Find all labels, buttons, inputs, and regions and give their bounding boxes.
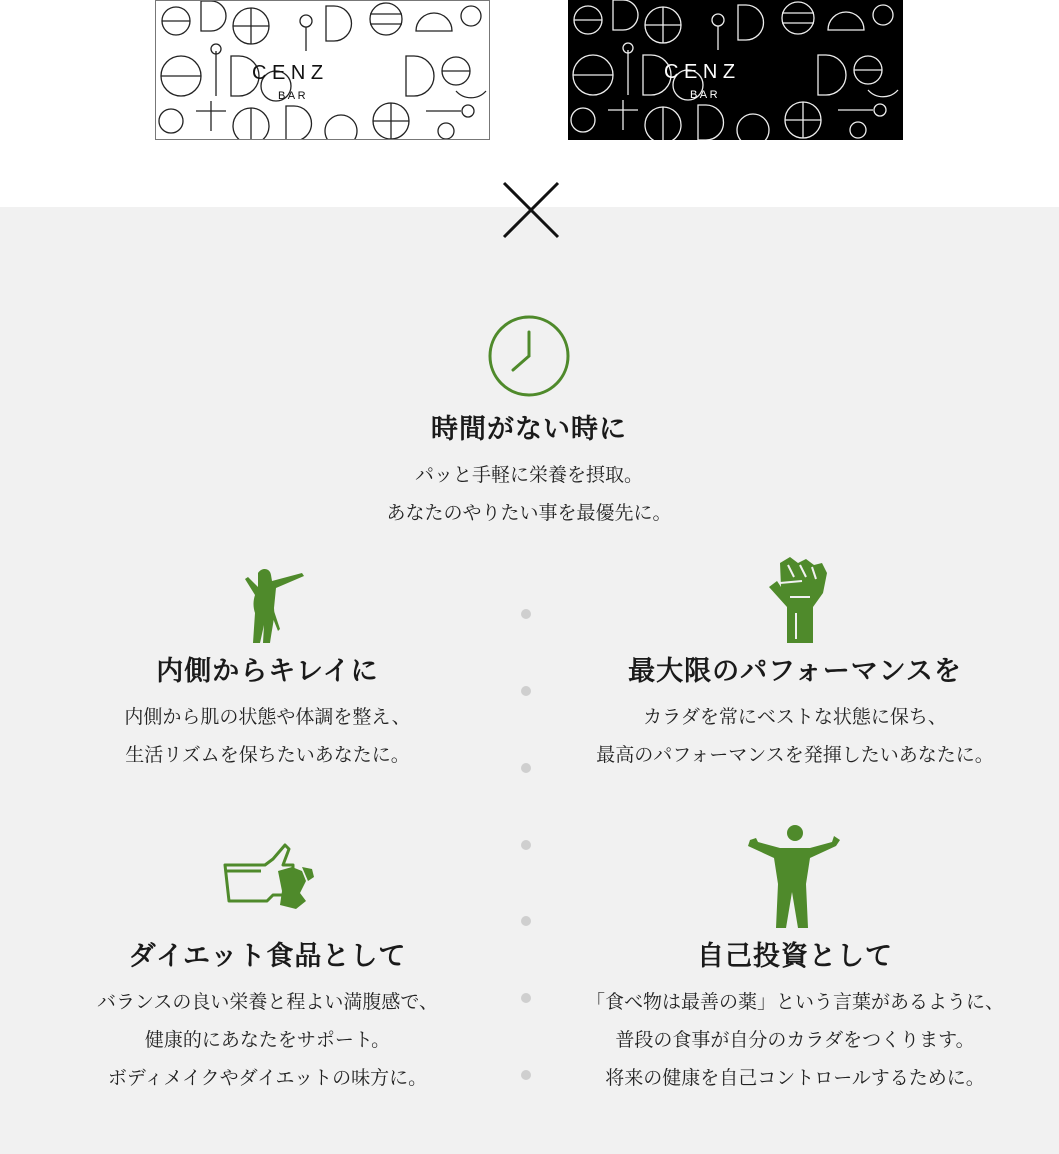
divider-dot [521, 916, 531, 926]
brand-subname: B A R [690, 89, 718, 101]
section-title: ダイエット食品として [128, 941, 407, 972]
divider-dot [521, 993, 531, 1003]
section-time [229, 410, 829, 532]
section-title: 時間がない時に [431, 414, 627, 445]
product-image-black [568, 0, 903, 140]
section-title: 内側からキレイに [156, 656, 379, 687]
section-description: バランスの良い栄養と程よい満腹感で、 健康的にあなたをサポート。 ボディメイクやダイエットの味方に。 [96, 991, 439, 1089]
divider-dot [521, 1070, 531, 1080]
divider-dot [521, 763, 531, 773]
geometric-pattern-white [156, 1, 490, 140]
section-description: パッと手軽に栄養を摂取。 あなたのやりたい事を最優先に。 [386, 464, 672, 524]
section-title: 最大限のパフォーマンスを [628, 656, 962, 687]
section-description: カラダを常にベストな状態に保ち、 最高のパフォーマンスを発揮したいあなたに。 [596, 706, 994, 766]
divider-dot [521, 840, 531, 850]
cross-icon [501, 180, 561, 240]
product-image-white [155, 0, 490, 140]
woman-silhouette-icon [228, 563, 306, 643]
section-beauty [40, 652, 495, 774]
brand-name: C E N Z [664, 61, 736, 83]
section-description: 「食べ物は最善の薬」という言葉があるように、 普段の食事が自分のカラダをつくります。 将来の健康を自己コントロールするために。 [585, 991, 1004, 1089]
raised-fist-icon [766, 557, 828, 643]
section-investment [560, 937, 1030, 1097]
divider-dot [521, 609, 531, 619]
section-performance [560, 652, 1030, 774]
clock-icon [487, 314, 571, 398]
man-arms-out-icon [748, 824, 844, 928]
brand-name: C E N Z [252, 62, 324, 84]
section-title: 自己投資として [697, 941, 893, 972]
section-diet [40, 937, 495, 1097]
section-description: 内側から肌の状態や体調を整え、 生活リズムを保ちたいあなたに。 [124, 706, 411, 766]
brand-subname: B A R [278, 90, 306, 102]
divider-dot [521, 686, 531, 696]
thumbs-up-icon [222, 843, 320, 911]
geometric-pattern-black [568, 0, 903, 140]
